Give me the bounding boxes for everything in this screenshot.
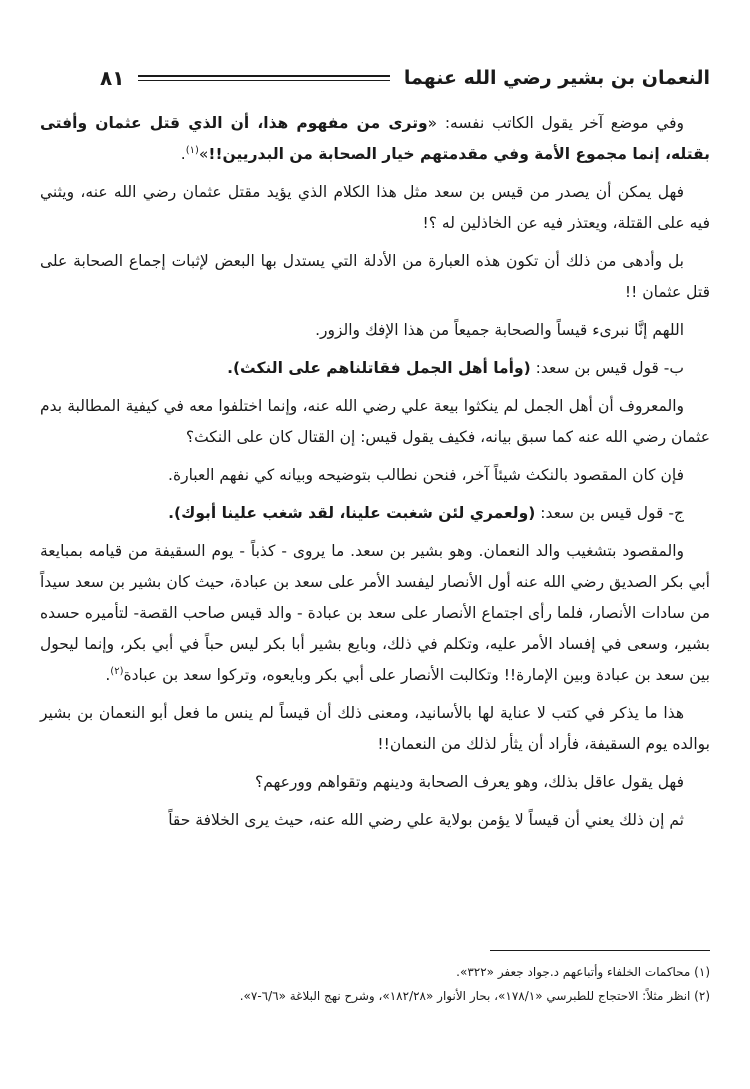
header-double-rule — [138, 75, 389, 81]
paragraph-10: هذا ما يذكر في كتب لا عناية لها بالأسانيد، ومعنى ذلك أن قيساً لم ينس ما فعل أبو النعمان بن بشير بوالده يوم السقيفة، فأراد أن يثأر لذلك من النعمان!! — [40, 704, 710, 753]
page-number: ٨١ — [100, 66, 125, 90]
quoted-text: (وأما أهل الجمل فقاتلناهم على النكث). — [227, 359, 531, 377]
footnote-ref-1[interactable]: (١) — [185, 144, 199, 156]
paragraph-1: وفي موضع آخر يقول الكاتب نفسه: «وترى من مفهوم هذا، أن الذي قتل عثمان وأفتى بقتله، إنما مجموع الأمة وفي مقدمتهم خيار الصحابة من البدريين!!»$^{(١)}$. — [40, 114, 710, 163]
paragraph-4: اللهم إنَّا نبرىء قيساً والصحابة جميعاً من هذا الإفك والزور. — [315, 321, 684, 339]
paragraph-3: بل وأدهى من ذلك أن تكون هذه العبارة من الأدلة التي يستدل بها البعض لإثبات إجماع الصحابة على قتل عثمان !! — [40, 252, 710, 301]
body-text — [40, 108, 710, 843]
paragraph-7: فإن كان المقصود بالنكث شيئاً آخر، فنحن نطالب بتوضيحه وبيانه كي نفهم العبارة. — [168, 466, 684, 484]
running-header — [100, 58, 710, 98]
footnote-2: (٢) انظر مثلاً: الاحتجاج للطبرسي «١٧٨/١»، بحار الأنوار «١٨٢/٢٨»، وشرح نهج البلاغة «٦/٦-٧». — [239, 989, 710, 1003]
footnote-ref-2[interactable]: (٢) — [110, 665, 124, 677]
paragraph-6: والمعروف أن أهل الجمل لم ينكثوا بيعة علي رضي الله عنه، وإنما اختلفوا معه في كيفية المطالبة بدم عثمان رضي الله عنه كما سبق بيانه، فكيف يقول قيس: إن القتال كان على النكث؟ — [40, 397, 710, 446]
paragraph-12: ثم إن ذلك يعني أن قيساً لا يؤمن بولاية علي رضي الله عنه، حيث يرى الخلافة حقاً — [168, 811, 684, 829]
header-title: النعمان بن بشير رضي الله عنهما — [403, 67, 710, 89]
footnote-1: (١) محاكمات الخلفاء وأتباعهم د.جواد جعفر «٣٢٢». — [456, 965, 710, 979]
quoted-text: وترى من مفهوم هذا، أن الذي قتل عثمان وأفتى بقتله، إنما مجموع الأمة وفي مقدمتهم خيار الصحابة من البدريين!! — [40, 114, 710, 163]
footnotes — [40, 960, 710, 1008]
paragraph-8: ج- قول قيس بن سعد: (ولعمري لئن شغبت علينا، لقد شغب علينا أبوك). — [168, 504, 684, 522]
paragraph-5: ب- قول قيس بن سعد: (وأما أهل الجمل فقاتلناهم على النكث). — [227, 359, 684, 377]
paragraph-9: والمقصود بتشغيب والد النعمان. وهو بشير بن سعد. ما يروى - كذباً - يوم السقيفة من قيامه بمبايعة أبي بكر الصديق رضي الله عنه أول الأنصار ليفسد الأمر على سعد بن عبادة، حيث كان بشير بن سعد سيداً من سادات الأنصار، فلما رأى اجتماع الأنصار على سعد بن عبادة - والد قيس صاحب القصة- لتأميره حسده بشير، وسعى في إفساد الأمر عليه، وتكلم في ذلك، وبايع بشير أبا بكر ليس حباً في أبي بكر، وإنما ليحول بين سعد بن عبادة وبين الإمارة!! وتكالبت الأنصار على أبي بكر وبايعوه، وتركوا سعد بن عبادة$^{(٢)}$. — [40, 542, 710, 684]
paragraph-11: فهل يقول عاقل بذلك، وهو يعرف الصحابة ودينهم وتقواهم وورعهم؟ — [255, 773, 684, 791]
paragraph-2: فهل يمكن أن يصدر من قيس بن سعد مثل هذا الكلام الذي يؤيد مقتل عثمان رضي الله عنه، ويثني فيه على القتلة، ويعتذر فيه عن الخاذلين له ؟! — [40, 183, 710, 232]
quoted-text: (ولعمري لئن شغبت علينا، لقد شغب علينا أبوك). — [168, 504, 536, 522]
footnote-separator — [490, 950, 710, 951]
